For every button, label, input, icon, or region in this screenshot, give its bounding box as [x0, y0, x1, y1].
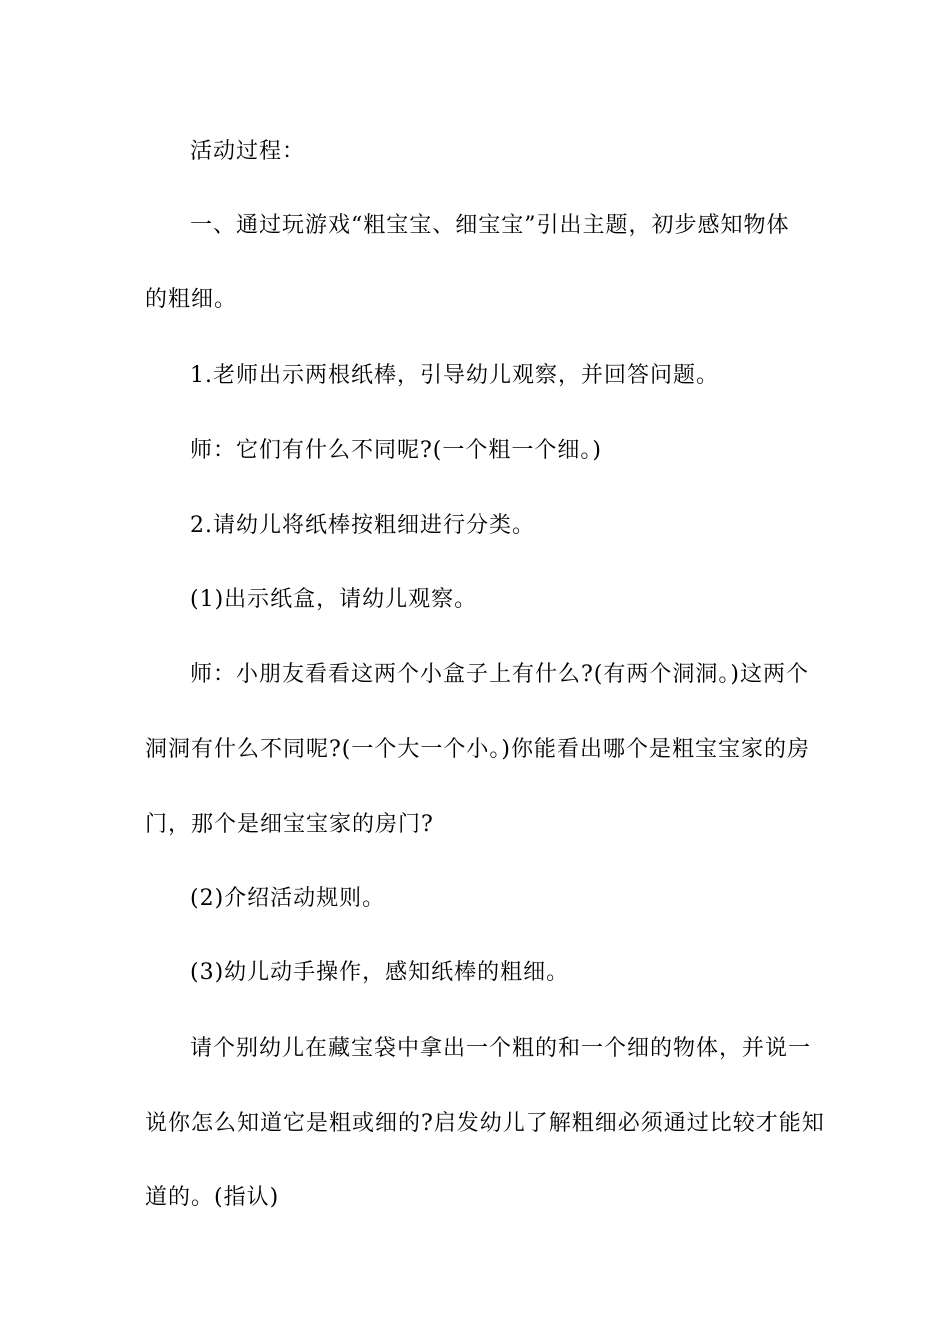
paragraph-line: 一、通过玩游戏“粗宝宝、细宝宝”引出主题，初步感知物体 — [190, 213, 790, 238]
paragraph-line: 2.请幼儿将纸棒按粗细进行分类。 — [190, 513, 535, 538]
paragraph-line: 门，那个是细宝宝家的房门? — [145, 812, 434, 837]
section-heading: 活动过程： — [190, 139, 306, 164]
paragraph-line: (1)出示纸盒，请幼儿观察。 — [190, 587, 478, 612]
paragraph-line: (2)介绍活动规则。 — [190, 886, 386, 911]
paragraph-line: 1.老师出示两根纸棒，引导幼儿观察，并回答问题。 — [190, 363, 719, 388]
paragraph-line: 的粗细。 — [145, 287, 238, 312]
paragraph-line: 洞洞有什么不同呢?(一个大一个小。)你能看出哪个是粗宝宝家的房 — [145, 737, 810, 762]
paragraph-line: (3)幼儿动手操作，感知纸棒的粗细。 — [190, 960, 570, 985]
paragraph-line: 师：小朋友看看这两个小盒子上有什么?(有两个洞洞。)这两个 — [190, 662, 809, 687]
paragraph-line: 说你怎么知道它是粗或细的?启发幼儿了解粗细必须通过比较才能知 — [145, 1111, 825, 1136]
paragraph-line: 道的。(指认) — [145, 1185, 280, 1210]
paragraph-line: 师：它们有什么不同呢?(一个粗一个细。) — [190, 438, 602, 463]
paragraph-line: 请个别幼儿在藏宝袋中拿出一个粗的和一个细的物体，并说一 — [190, 1036, 812, 1061]
